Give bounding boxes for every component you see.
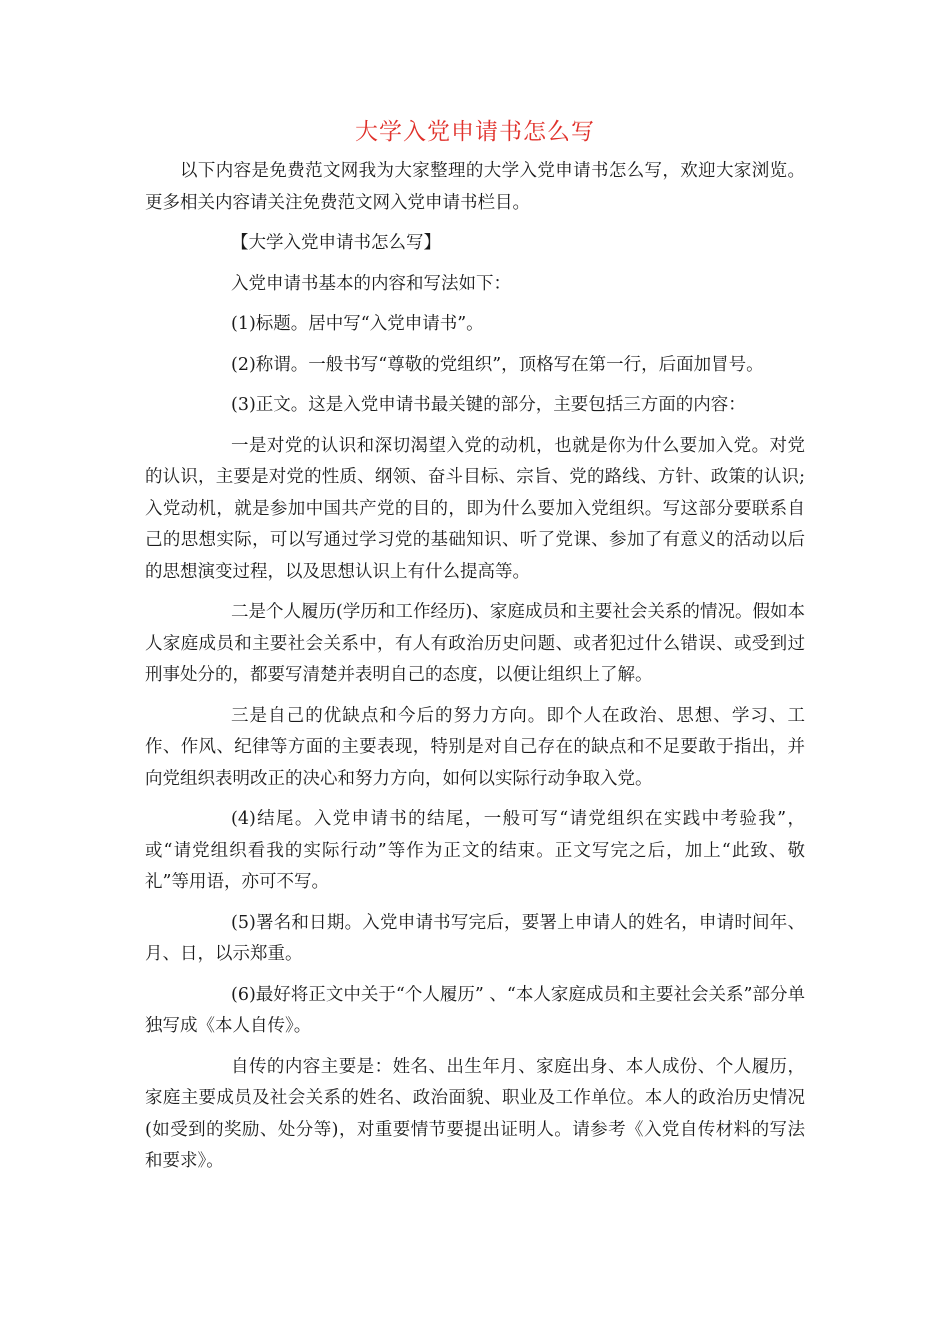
paragraph: 入党申请书基本的内容和写法如下： <box>231 273 511 294</box>
paragraph: (4)结尾。入党申请书的结尾，一般可写“请党组织在实践中考验我”，或“请党组织看我的实际行动”等作为正文的结束。正文写完之后，加上“此致、敬礼”等用语，亦可不写。 <box>145 809 805 892</box>
intro-paragraph: 以下内容是免费范文网我为大家整理的大学入党申请书怎么写，欢迎大家浏览。更多相关内容请关注免费范文网入党申请书栏目。 <box>145 161 805 213</box>
paragraph: 三是自己的优缺点和今后的努力方向。即个人在政治、思想、学习、工作、作风、纪律等方面的主要表现，特别是对自己存在的缺点和不足要敢于指出，并向党组织表明改正的决心和努力方向，如何以实际行动争取入党。 <box>145 705 805 789</box>
paragraph: 一是对党的认识和深切渴望入党的动机，也就是你为什么要加入党。对党的认识，主要是对党的性质、纲领、奋斗目标、宗旨、党的路线、方针、政策的认识;入党动机，就是参加中国共产党的目的，即为什么要加入党组织。写这部分要联系自己的思想实际，可以写通过学习党的基础知识、听了党课、参加了有意义的活动以后的思想演变过程，以及思想认识上有什么提高等。 <box>145 435 805 582</box>
paragraph: 自传的内容主要是：姓名、出生年月、家庭出身、本人成份、个人履历，家庭主要成员及社会关系的姓名、政治面貌、职业及工作单位。本人的政治历史情况(如受到的奖励、处分等)，对重要情节要提出证明人。请参考《入党自传材料的写法和要求》。 <box>145 1056 805 1171</box>
document-title: 大学入党申请书怎么写 <box>355 119 595 145</box>
paragraph: (2)称谓。一般书写“尊敬的党组织”，顶格写在第一行，后面加冒号。 <box>231 354 764 375</box>
paragraph: (6)最好将正文中关于“个人履历” 、“本人家庭成员和主要社会关系”部分单独写成《本人自传》。 <box>145 984 805 1036</box>
paragraph: (3)正文。这是入党申请书最关键的部分，主要包括三方面的内容： <box>231 395 746 415</box>
document-body <box>145 156 805 1187</box>
paragraph: 二是个人履历(学历和工作经历)、家庭成员和主要社会关系的情况。假如本人家庭成员和主要社会关系中，有人有政治历史问题、或者犯过什么错误、或受到过刑事处分的，都要写清楚并表明自己的态度，以便让组织上了解。 <box>145 602 805 685</box>
section-heading: 【大学入党申请书怎么写】 <box>231 233 441 253</box>
paragraph: (1)标题。居中写“入党申请书”。 <box>231 314 484 334</box>
paragraph: (5)署名和日期。入党申请书写完后，要署上申请人的姓名，申请时间年、月、日，以示郑重。 <box>145 912 805 964</box>
